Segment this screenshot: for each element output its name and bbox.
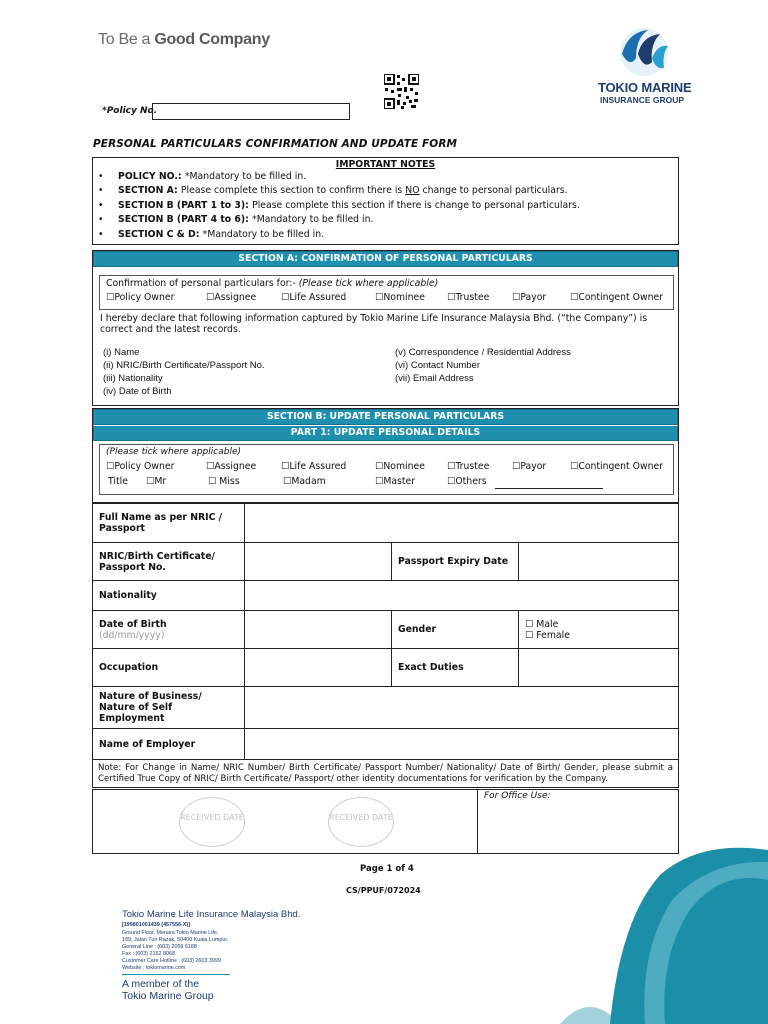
nationality-input[interactable]	[245, 581, 679, 611]
form-code: CS/PPUF/072024	[346, 886, 421, 895]
form-title: PERSONAL PARTICULARS CONFIRMATION AND UPDATE FORM	[93, 138, 458, 150]
dob-label-cell: Date of Birth (dd/mm/yyyy)	[93, 611, 245, 649]
title-checkbox-master[interactable]: ☐Master	[375, 476, 416, 487]
declared-items-right: (v) Correspondence / Residential Address (vi) Contact Number (vii) Email Address	[395, 347, 571, 384]
title-checkbox-miss[interactable]: ☐ Miss	[208, 476, 240, 487]
important-notes-list	[93, 170, 678, 242]
exact-duties-input[interactable]	[519, 649, 679, 687]
employer-label: Name of Employer	[93, 729, 245, 760]
nric-label: NRIC/Birth Certificate/ Passport No.	[93, 543, 245, 581]
logo-text-tokio-marine: TOKIO MARINE	[598, 80, 692, 95]
footer-address: Ground Floor, Menara Tokio Marine Life, 189, Jalan Tun Razak, 50400 Kuala Lumpur. General Line : (603) 2059 6188 Fax : (603) 2162 8068 Customer Care Hotline : (603) 2603 3999 Website : tokiomarine.com	[122, 930, 229, 971]
important-notes-box	[92, 157, 679, 245]
gender-checkbox-female[interactable]: ☐ Female	[525, 629, 570, 641]
policy-number-input[interactable]	[152, 103, 350, 120]
title-checkbox-others[interactable]: ☐Others	[447, 476, 487, 487]
gender-checkbox-male[interactable]: ☐ Male	[525, 618, 559, 630]
update-checkbox-trustee[interactable]: ☐Trustee	[447, 461, 490, 472]
update-checkbox-nominee[interactable]: ☐Nominee	[375, 461, 425, 472]
tick-hint: (Please tick where applicable)	[106, 447, 241, 457]
occupation-label: Occupation	[93, 649, 245, 687]
update-checkbox-life-assured[interactable]: ☐Life Assured	[281, 461, 347, 472]
nric-input[interactable]	[245, 543, 392, 581]
footer-registration: [199801001439 (457556-X)]	[122, 922, 191, 928]
footer-company: Tokio Marine Life Insurance Malaysia Bhd.	[122, 909, 301, 920]
verification-note: Note: For Change in Name/ NRIC Number/ Birth Certificate/ Passport Number/ Nationality/ Date of Birth/ Gender, please submit a Certified True Copy of NRIC/ Birth Certificate/ Passport/ other identity documentations for verification by the Company.	[93, 760, 679, 788]
section-a-header: SECTION A: CONFIRMATION OF PERSONAL PARTICULARS	[93, 251, 678, 267]
role-checkbox-trustee[interactable]: ☐Trustee	[447, 292, 490, 303]
update-checkbox-assignee[interactable]: ☐Assignee	[206, 461, 257, 472]
passport-expiry-input[interactable]	[519, 543, 679, 581]
note-item: • SECTION B (PART 4 to 6): *Mandatory to be filled in.	[93, 213, 678, 227]
employer-input[interactable]	[245, 729, 679, 760]
passport-expiry-label: Passport Expiry Date	[392, 543, 519, 581]
confirmation-label: Confirmation of personal particulars for:- (Please tick where applicable)	[106, 278, 439, 289]
footer-member-of: A member of the Tokio Marine Group	[122, 978, 214, 1002]
section-b-header: SECTION B: UPDATE PERSONAL PARTICULARS	[93, 409, 678, 425]
occupation-input[interactable]	[245, 649, 392, 687]
office-use-label: For Office Use:	[484, 791, 551, 801]
dob-input[interactable]	[245, 611, 392, 649]
exact-duties-label: Exact Duties	[392, 649, 519, 687]
title-checkbox-madam[interactable]: ☐Madam	[283, 476, 326, 487]
important-notes-title: IMPORTANT NOTES	[335, 159, 436, 170]
nature-business-label: Nature of Business/ Nature of Self Employment	[93, 687, 245, 729]
full-name-input[interactable]	[245, 504, 679, 543]
confirmation-roles-box	[99, 275, 674, 310]
declaration-text: I hereby declare that following information captured by Tokio Marine Life Insurance Malaysia Bhd. (“the Company”) is correct and the latest records.	[100, 313, 648, 335]
note-item: • SECTION A: Please complete this section to confirm there is NO change to personal particulars.	[93, 184, 678, 198]
title-label: Title	[108, 476, 128, 487]
received-date-stamp: RECEIVED DATE	[179, 797, 245, 847]
declared-items-left: (i) Name (ii) NRIC/Birth Certificate/Passport No. (iii) Nationality (iv) Date of Birth	[103, 347, 265, 397]
update-checkbox-policy-owner[interactable]: ☐Policy Owner	[106, 461, 175, 472]
dob-format-hint: (dd/mm/yyyy)	[99, 629, 165, 641]
full-name-label: Full Name as per NRIC / Passport	[93, 504, 245, 543]
qr-code-icon	[384, 74, 419, 109]
role-checkbox-payor[interactable]: ☐Payor	[512, 292, 547, 303]
logo-text-insurance-group: INSURANCE GROUP	[600, 95, 685, 105]
page-number: Page 1 of 4	[360, 864, 414, 874]
received-date-stamp: RECEIVED DATE	[328, 797, 394, 847]
note-item: • SECTION B (PART 1 to 3): Please complete this section if there is change to personal particulars.	[93, 199, 678, 213]
footer-divider	[122, 974, 230, 975]
tokio-marine-logo-icon	[614, 24, 670, 78]
personal-details-table	[92, 503, 679, 788]
update-checkbox-payor[interactable]: ☐Payor	[512, 461, 547, 472]
role-checkbox-contingent-owner[interactable]: ☐Contingent Owner	[570, 292, 664, 303]
part1-header: PART 1: UPDATE PERSONAL DETAILS	[93, 425, 678, 441]
policy-number-label: *Policy No.	[102, 106, 158, 116]
role-checkbox-nominee[interactable]: ☐Nominee	[375, 292, 425, 303]
others-title-input[interactable]	[495, 488, 603, 489]
gender-label: Gender	[392, 611, 519, 649]
title-checkbox-mr[interactable]: ☐Mr	[146, 476, 167, 487]
note-item: • SECTION C & D: *Mandatory to be filled in.	[93, 228, 678, 242]
office-divider	[477, 789, 478, 854]
note-item: • POLICY NO.: *Mandatory to be filled in.	[93, 170, 678, 184]
section-a	[92, 250, 679, 406]
role-checkbox-policy-owner[interactable]: ☐Policy Owner	[106, 292, 175, 303]
section-b	[92, 408, 679, 503]
role-checkbox-assignee[interactable]: ☐Assignee	[206, 292, 257, 303]
nationality-label: Nationality	[93, 581, 245, 611]
update-checkbox-contingent-owner[interactable]: ☐Contingent Owner	[570, 461, 664, 472]
role-checkbox-life-assured[interactable]: ☐Life Assured	[281, 292, 347, 303]
office-use-box	[92, 789, 679, 854]
tagline: To Be a Good Company	[98, 31, 270, 48]
update-roles-box	[99, 444, 674, 495]
nature-business-input[interactable]	[245, 687, 679, 729]
gender-options	[519, 611, 679, 649]
